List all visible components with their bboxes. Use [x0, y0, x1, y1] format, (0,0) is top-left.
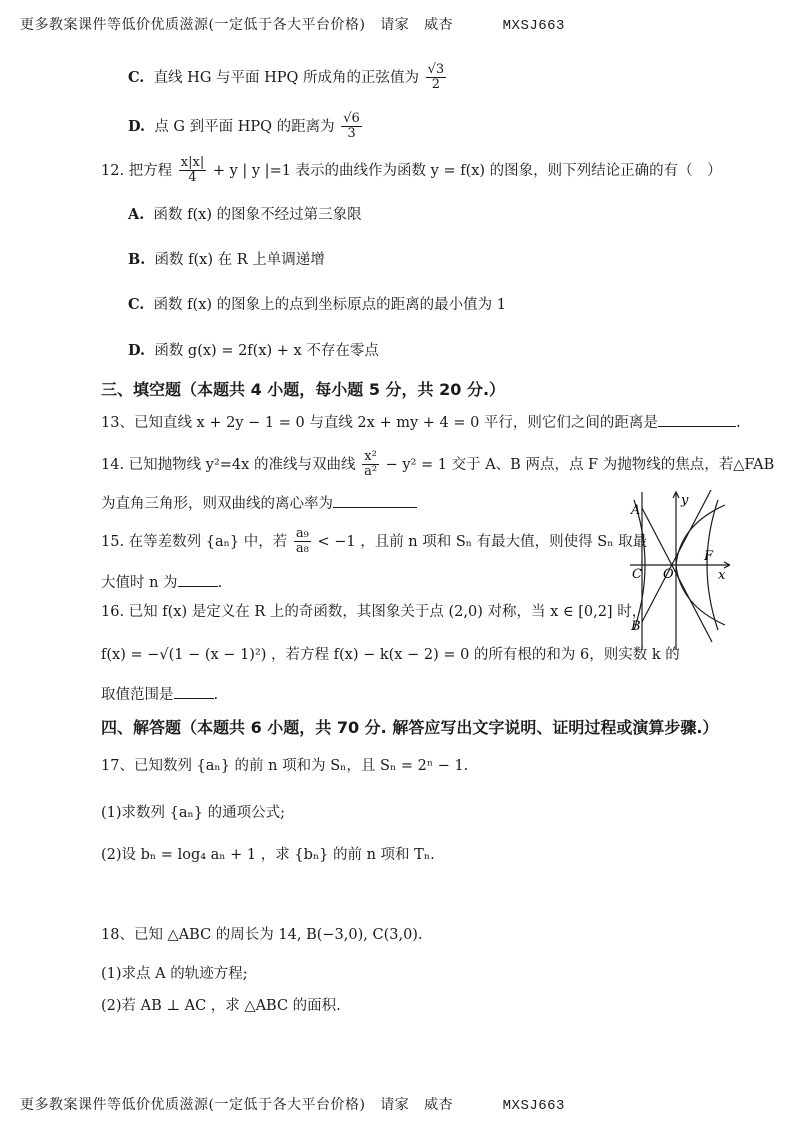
q16-line2: f(x) = −√(1 − (x − 1)²) ，若方程 f(x) − k(x − 2) = 0 的所有根的和为 6，则实数 k 的: [101, 647, 680, 663]
q11-option-c: C. 直线 HG 与平面 HPQ 所成角的正弦值为 $\frac{√3}{2}$: [128, 62, 445, 93]
q18-stem: 18、已知 △ABC 的周长为 14, B(−3,0), C(3,0).: [101, 927, 423, 943]
q15-blank: [178, 574, 218, 587]
section-4-title: 四、解答题（本题共 6 小题，共 70 分. 解答应写出文字说明、证明过程或演算步骤.）: [101, 718, 719, 737]
section-3-title: 三、填空题（本题共 4 小题，每小题 5 分，共 20 分.）: [101, 380, 506, 399]
label-b: B: [631, 619, 641, 634]
q12-option-a: A. 函数 f(x) 的图象不经过第三象限: [128, 206, 362, 223]
q16-blank: [174, 686, 214, 699]
q16-line3: 取值范围是 .: [101, 687, 219, 703]
q14-line1: 14. 已知抛物线 y²=4x 的准线与双曲线 $\frac{\text{x²}}{\text{a²}}$ − y² = 1 交于 A、B 两点，点 F 为抛物线的焦点，若△FAB: [101, 449, 775, 480]
q15-line2: 大值时 n 为 .: [101, 575, 223, 591]
label-y: y: [681, 493, 689, 508]
q11-c-fraction: $\frac{√3}{2}$: [427, 62, 445, 93]
q17-part1: (1)求数列 {aₙ} 的通项公式;: [101, 805, 286, 821]
page-header: 更多教案课件等低价优质滋源(一定低于各大平台价格) 请家 威杏 MXSJ663: [20, 17, 565, 34]
q15-fraction: $\frac{\text{a₉}}{\text{a₈}}$: [295, 526, 309, 557]
q14-blank: [333, 495, 417, 508]
q13-blank: [658, 414, 736, 427]
label-x: x: [718, 568, 726, 583]
q11-option-d: D. 点 G 到平面 HPQ 的距离为 $\frac{√6}{3}$: [128, 111, 360, 142]
q17-part2: (2)设 bₙ = log₄ aₙ + 1 ，求 {bₙ} 的前 n 项和 Tₙ.: [101, 847, 435, 863]
q14-fraction: $\frac{\text{x²}}{\text{a²}}$: [364, 449, 378, 480]
q12-stem: 12. 把方程 $\frac{x|x|}{4}$ + y | y |=1 表示的曲线作为函数 y = f(x) 的图象，则下列结论正确的有（ ）: [101, 155, 722, 186]
q12-option-d: D. 函数 g(x) = 2f(x) + x 不存在零点: [128, 342, 379, 359]
q15-line1: 15. 在等差数列 {aₙ} 中，若 $\frac{\text{a₉}}{\text{a₈}}$ < −1 ，且前 n 项和 Sₙ 有最大值，则使得 Sₙ 取最: [101, 526, 648, 557]
header-code: MXSJ663: [502, 18, 565, 34]
q16-line1: 16. 已知 f(x) 是定义在 R 上的奇函数，其图象关于点 (2,0) 对称，当 x ∈ [0,2] 时，: [101, 604, 647, 620]
label-a: A: [631, 503, 641, 518]
line-af: [642, 508, 712, 642]
q18-part2: (2)若 AB ⊥ AC ，求 △ABC 的面积.: [101, 998, 341, 1014]
line-bf: [642, 490, 712, 622]
q11-d-fraction: $\frac{√6}{3}$: [343, 111, 360, 142]
q13: 13、已知直线 x + 2y − 1 = 0 与直线 2x + my + 4 = 0 平行，则它们之间的距离是 .: [101, 415, 741, 431]
q14-line2: 为直角三角形，则双曲线的离心率为: [101, 495, 417, 513]
label-f: F: [704, 549, 714, 564]
label-c: C: [632, 567, 642, 582]
q17-stem: 17、已知数列 {aₙ} 的前 n 项和为 Sₙ，且 Sₙ = 2ⁿ − 1.: [101, 758, 469, 774]
label-o: O: [663, 567, 674, 582]
q14-figure: [630, 490, 730, 650]
q18-part1: (1)求点 A 的轨迹方程;: [101, 966, 248, 982]
footer-code: MXSJ663: [502, 1098, 565, 1114]
page-footer: 更多教案课件等低价优质滋源(一定低于各大平台价格) 请家 威杏 MXSJ663: [20, 1097, 565, 1114]
q12-option-b: B. 函数 f(x) 在 R 上单调递增: [128, 251, 325, 268]
q12-fraction: $\frac{x|x|}{4}$: [180, 155, 205, 186]
q12-option-c: C. 函数 f(x) 的图象上的点到坐标原点的距离的最小值为 1: [128, 296, 506, 313]
